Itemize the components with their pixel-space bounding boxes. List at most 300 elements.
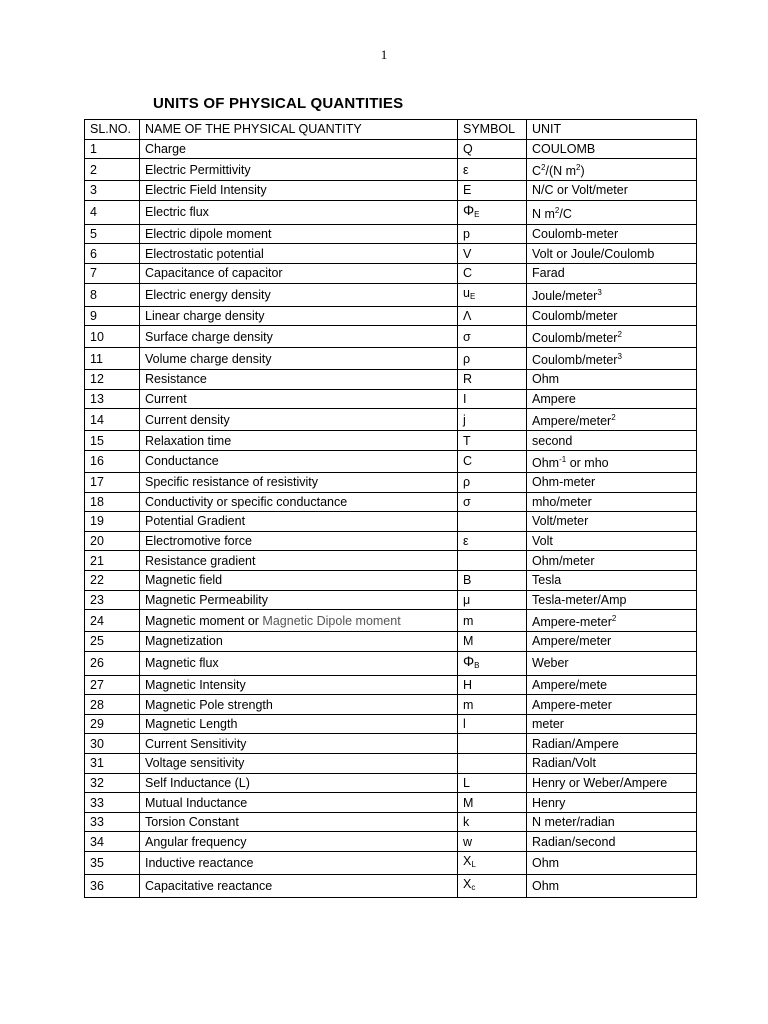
unit-superscript: 2 [576,163,581,173]
quantity-symbol [458,263,527,283]
quantity-name-text: Magnetic Pole strength [145,697,273,712]
symbol-text: μ [463,592,471,607]
quantity-unit [527,263,697,283]
unit-superscript: 2 [617,330,622,340]
quantity-name [140,370,458,390]
unit-text: Coulomb/meter [532,308,618,323]
unit-superscript: -1 [559,454,567,464]
table-row [85,832,697,852]
quantity-unit [527,695,697,715]
row-number: 34 [85,832,140,852]
symbol-subscript: c [471,883,476,893]
unit-text: Ohm [532,372,560,387]
table-row [85,852,697,875]
row-number: 21 [85,551,140,571]
table-row [85,675,697,695]
table-row [85,200,697,224]
quantity-unit [527,793,697,813]
quantity-name-text: Surface charge density [145,329,273,344]
quantity-name [140,244,458,264]
quantity-symbol [458,306,527,326]
symbol-text: C [463,454,473,469]
table-row [85,570,697,590]
quantity-name-text: Magnetic flux [145,656,219,671]
row-number: 13 [85,389,140,409]
quantity-symbol [458,389,527,409]
quantity-name-text: Potential Gradient [145,514,246,529]
row-number: 26 [85,651,140,675]
quantity-unit [527,812,697,832]
quantity-symbol [458,610,527,632]
quantity-name-text: Resistance gradient [145,553,256,568]
unit-text: Ohm/meter [532,553,595,568]
quantity-name [140,695,458,715]
quantity-name [140,551,458,571]
symbol-text: σ [463,329,471,344]
table-row [85,263,697,283]
quantity-name [140,389,458,409]
quantity-name [140,590,458,610]
quantity-name [140,675,458,695]
symbol-text: Q [463,141,473,156]
quantity-name-text: Torsion Constant [145,815,239,830]
symbol-subscript: L [471,860,476,870]
symbol-text: m [463,613,474,628]
symbol-text: ρ [463,351,471,366]
symbol-text: R [463,372,473,387]
unit-text: N/C or Volt/meter [532,183,628,198]
row-number: 6 [85,244,140,264]
quantity-name [140,181,458,201]
quantity-symbol [458,283,527,306]
symbol-text: σ [463,494,471,509]
quantity-symbol [458,875,527,898]
unit-text: /(N m [545,164,577,179]
table-row [85,306,697,326]
table-row [85,431,697,451]
row-number: 11 [85,348,140,370]
row-number: 4 [85,200,140,224]
quantity-name [140,832,458,852]
table-row [85,326,697,348]
quantity-symbol [458,409,527,431]
symbol-text: C [463,266,473,281]
quantity-symbol [458,651,527,675]
unit-superscript: 3 [597,288,602,298]
unit-text: Tesla-meter/Amp [532,592,627,607]
quantity-name [140,714,458,734]
symbol-subscript: E [474,209,480,219]
table-row [85,224,697,244]
row-number: 25 [85,632,140,652]
quantity-symbol [458,675,527,695]
quantity-name [140,492,458,512]
quantity-name [140,512,458,532]
unit-text: Joule/meter [532,289,598,304]
symbol-text: L [463,775,470,790]
symbol-text: I [463,392,467,407]
quantity-unit [527,492,697,512]
quantity-unit [527,224,697,244]
quantity-unit [527,675,697,695]
row-number: 20 [85,531,140,551]
unit-text: ) [580,164,585,179]
quantity-name-text: Self Inductance (L) [145,775,250,790]
unit-text: Henry [532,795,566,810]
symbol-text: j [463,412,466,427]
unit-text: Ohm [532,879,560,894]
row-number: 22 [85,570,140,590]
row-number: 29 [85,714,140,734]
unit-text: Volt or Joule/Coulomb [532,246,655,261]
unit-text: Coulomb/meter [532,353,618,368]
quantity-name-text: Relaxation time [145,433,232,448]
quantity-name [140,812,458,832]
quantity-unit [527,389,697,409]
unit-text: Radian/Ampere [532,736,619,751]
row-number: 12 [85,370,140,390]
unit-text: meter [532,717,564,732]
unit-text: Ampere/mete [532,677,608,692]
quantity-name-text: Angular frequency [145,834,247,849]
unit-text: Ohm-meter [532,475,596,490]
unit-text: Tesla [532,573,562,588]
unit-superscript: 2 [611,413,616,423]
quantity-unit [527,632,697,652]
quantity-name-text: Electric Permittivity [145,162,251,177]
quantity-symbol [458,200,527,224]
unit-text: Coulomb/meter [532,331,618,346]
quantity-name [140,773,458,793]
header-unit: UNIT [527,120,697,140]
quantity-name-text: Electromotive force [145,534,252,549]
symbol-text: Φ [463,201,475,218]
quantity-unit [527,431,697,451]
unit-text: Ohm [532,455,560,470]
quantity-symbol [458,852,527,875]
row-number: 7 [85,263,140,283]
unit-text: second [532,433,573,448]
unit-text: Ampere-meter [532,615,612,630]
table-row [85,695,697,715]
quantity-name-text: Magnetic moment or [145,613,263,628]
quantity-name-text: Current density [145,412,230,427]
quantity-unit [527,450,697,472]
symbol-text: l [463,717,466,732]
header-sl-no: SL.NO. [85,120,140,140]
quantity-unit [527,512,697,532]
row-number: 33 [85,793,140,813]
units-table [84,119,697,898]
quantity-unit [527,590,697,610]
quantity-name [140,409,458,431]
table-row [85,754,697,774]
quantity-unit [527,754,697,774]
quantity-name-text: Magnetization [145,634,223,649]
symbol-text: ε [463,534,469,549]
quantity-name [140,793,458,813]
unit-text: Farad [532,266,565,281]
quantity-name [140,472,458,492]
quantity-name-text: Current Sensitivity [145,736,247,751]
quantity-name-text: Capacitance of capacitor [145,266,283,281]
row-number: 5 [85,224,140,244]
symbol-text: ρ [463,475,471,490]
table-row [85,714,697,734]
table-row [85,283,697,306]
quantity-symbol [458,244,527,264]
row-number: 32 [85,773,140,793]
table-row [85,512,697,532]
symbol-text: B [463,573,472,588]
quantity-unit [527,370,697,390]
table-row [85,651,697,675]
quantity-symbol [458,492,527,512]
unit-text: Weber [532,656,569,671]
quantity-name-text: Conductance [145,454,219,469]
symbol-text: X [463,877,472,892]
table-row [85,551,697,571]
quantity-name [140,734,458,754]
quantity-name-text: Magnetic Length [145,717,238,732]
quantity-name-text: Electric energy density [145,287,271,302]
quantity-name [140,632,458,652]
quantity-name-text: Capacitative reactance [145,879,273,894]
quantity-unit [527,181,697,201]
quantity-unit [527,714,697,734]
table-row [85,875,697,898]
row-number: 23 [85,590,140,610]
quantity-name-text: Resistance [145,372,207,387]
symbol-text: u [463,285,470,300]
symbol-text: V [463,246,472,261]
quantity-name-text: Charge [145,141,186,156]
row-number: 3 [85,181,140,201]
unit-text: Ampere [532,392,576,407]
quantity-name-text: Magnetic field [145,573,223,588]
row-number: 15 [85,431,140,451]
table-row [85,472,697,492]
table-row [85,348,697,370]
row-number: 19 [85,512,140,532]
quantity-symbol [458,551,527,571]
quantity-symbol [458,472,527,492]
unit-superscript: 3 [617,352,622,362]
quantity-name [140,852,458,875]
quantity-unit [527,551,697,571]
unit-text: Ampere/meter [532,414,612,429]
quantity-name [140,283,458,306]
quantity-symbol [458,714,527,734]
quantity-symbol [458,139,527,159]
unit-superscript: 2 [554,205,560,215]
quantity-name [140,139,458,159]
quantity-name [140,651,458,675]
symbol-text: E [463,183,472,198]
quantity-symbol [458,570,527,590]
row-number: 14 [85,409,140,431]
quantity-symbol [458,734,527,754]
quantity-name [140,348,458,370]
quantity-name [140,326,458,348]
symbol-text: X [463,854,472,869]
quantity-name-text: Specific resistance of resistivity [145,475,318,490]
table-row [85,734,697,754]
unit-text: N m [532,206,555,221]
row-number: 35 [85,852,140,875]
quantity-name [140,754,458,774]
quantity-name-text: Electric flux [145,205,209,220]
symbol-subscript: E [469,291,476,301]
table-row [85,389,697,409]
quantity-symbol [458,531,527,551]
table-row [85,812,697,832]
row-number: 28 [85,695,140,715]
quantity-unit [527,472,697,492]
quantity-symbol [458,431,527,451]
unit-text: C [532,164,542,179]
quantity-symbol [458,348,527,370]
quantity-name-text: Electric dipole moment [145,227,272,242]
unit-text: Ampere/meter [532,634,612,649]
quantity-name-text: Volume charge density [145,351,272,366]
row-number: 27 [85,675,140,695]
table-row [85,181,697,201]
quantity-symbol [458,590,527,610]
table-row [85,773,697,793]
quantity-unit [527,832,697,852]
quantity-symbol [458,773,527,793]
symbol-text: ε [463,162,469,177]
symbol-text: Λ [463,308,472,323]
quantity-name [140,610,458,632]
row-number: 2 [85,159,140,181]
quantity-name-text: Magnetic Permeability [145,592,268,607]
quantity-unit [527,875,697,898]
table-row [85,139,697,159]
unit-text: mho/meter [532,494,592,509]
symbol-text: M [463,795,474,810]
table-header-row [85,120,697,140]
quantity-name [140,159,458,181]
row-number: 18 [85,492,140,512]
row-number: 9 [85,306,140,326]
table-row [85,793,697,813]
table-row [85,370,697,390]
quantity-name [140,431,458,451]
quantity-name-text: Voltage sensitivity [145,756,245,771]
quantity-symbol [458,812,527,832]
row-number: 36 [85,875,140,898]
unit-text: COULOMB [532,141,596,156]
quantity-symbol [458,793,527,813]
quantity-name-text: Electrostatic potential [145,246,264,261]
header-symbol: SYMBOL [458,120,527,140]
unit-text: Volt [532,534,553,549]
header-quantity-name: NAME OF THE PHYSICAL QUANTITY [140,120,458,140]
unit-text: Radian/second [532,834,616,849]
symbol-text: k [463,815,470,830]
symbol-text: H [463,677,473,692]
quantity-symbol [458,326,527,348]
quantity-symbol [458,695,527,715]
table-row [85,450,697,472]
page-number: 1 [380,47,388,62]
quantity-unit [527,409,697,431]
quantity-name-text: Inductive reactance [145,856,254,871]
row-number: 17 [85,472,140,492]
quantity-name-text: Electric Field Intensity [145,183,267,198]
quantity-unit [527,348,697,370]
quantity-name [140,200,458,224]
symbol-text: p [463,227,470,242]
row-number: 16 [85,450,140,472]
quantity-unit [527,306,697,326]
row-number: 8 [85,283,140,306]
quantity-name-text: Mutual Inductance [145,795,248,810]
unit-text: Radian/Volt [532,756,596,771]
unit-text: Volt/meter [532,514,589,529]
quantity-name [140,306,458,326]
quantity-unit [527,570,697,590]
quantity-unit [527,531,697,551]
unit-text: or mho [566,455,609,470]
quantity-name [140,875,458,898]
table-row [85,159,697,181]
row-number: 10 [85,326,140,348]
quantity-name [140,531,458,551]
table-row [85,590,697,610]
unit-superscript: 2 [541,163,546,173]
table-body [85,139,697,897]
quantity-symbol [458,224,527,244]
unit-text: Coulomb-meter [532,227,619,242]
quantity-symbol [458,632,527,652]
table-row [85,632,697,652]
quantity-symbol [458,754,527,774]
quantity-unit [527,734,697,754]
quantity-unit [527,773,697,793]
symbol-text: m [463,697,474,712]
page-title: UNITS OF PHYSICAL QUANTITIES [153,95,404,112]
quantity-unit [527,651,697,675]
quantity-unit [527,283,697,306]
symbol-text: w [463,834,473,849]
quantity-name [140,450,458,472]
unit-text: /C [559,206,572,221]
quantity-symbol [458,181,527,201]
table-row [85,531,697,551]
quantity-name-text: Conductivity or specific conductance [145,494,348,509]
unit-superscript: 2 [611,614,617,624]
quantity-symbol [458,832,527,852]
table-row [85,610,697,632]
unit-text: Ohm [532,856,560,871]
quantity-name-text: Magnetic Intensity [145,677,246,692]
quantity-unit [527,159,697,181]
row-number: 30 [85,734,140,754]
quantity-symbol [458,512,527,532]
quantity-symbol [458,370,527,390]
row-number: 1 [85,139,140,159]
unit-text: N meter/radian [532,815,615,830]
symbol-text: T [463,433,471,448]
quantity-name [140,570,458,590]
quantity-unit [527,610,697,632]
quantity-name [140,224,458,244]
quantity-unit [527,139,697,159]
row-number: 31 [85,754,140,774]
